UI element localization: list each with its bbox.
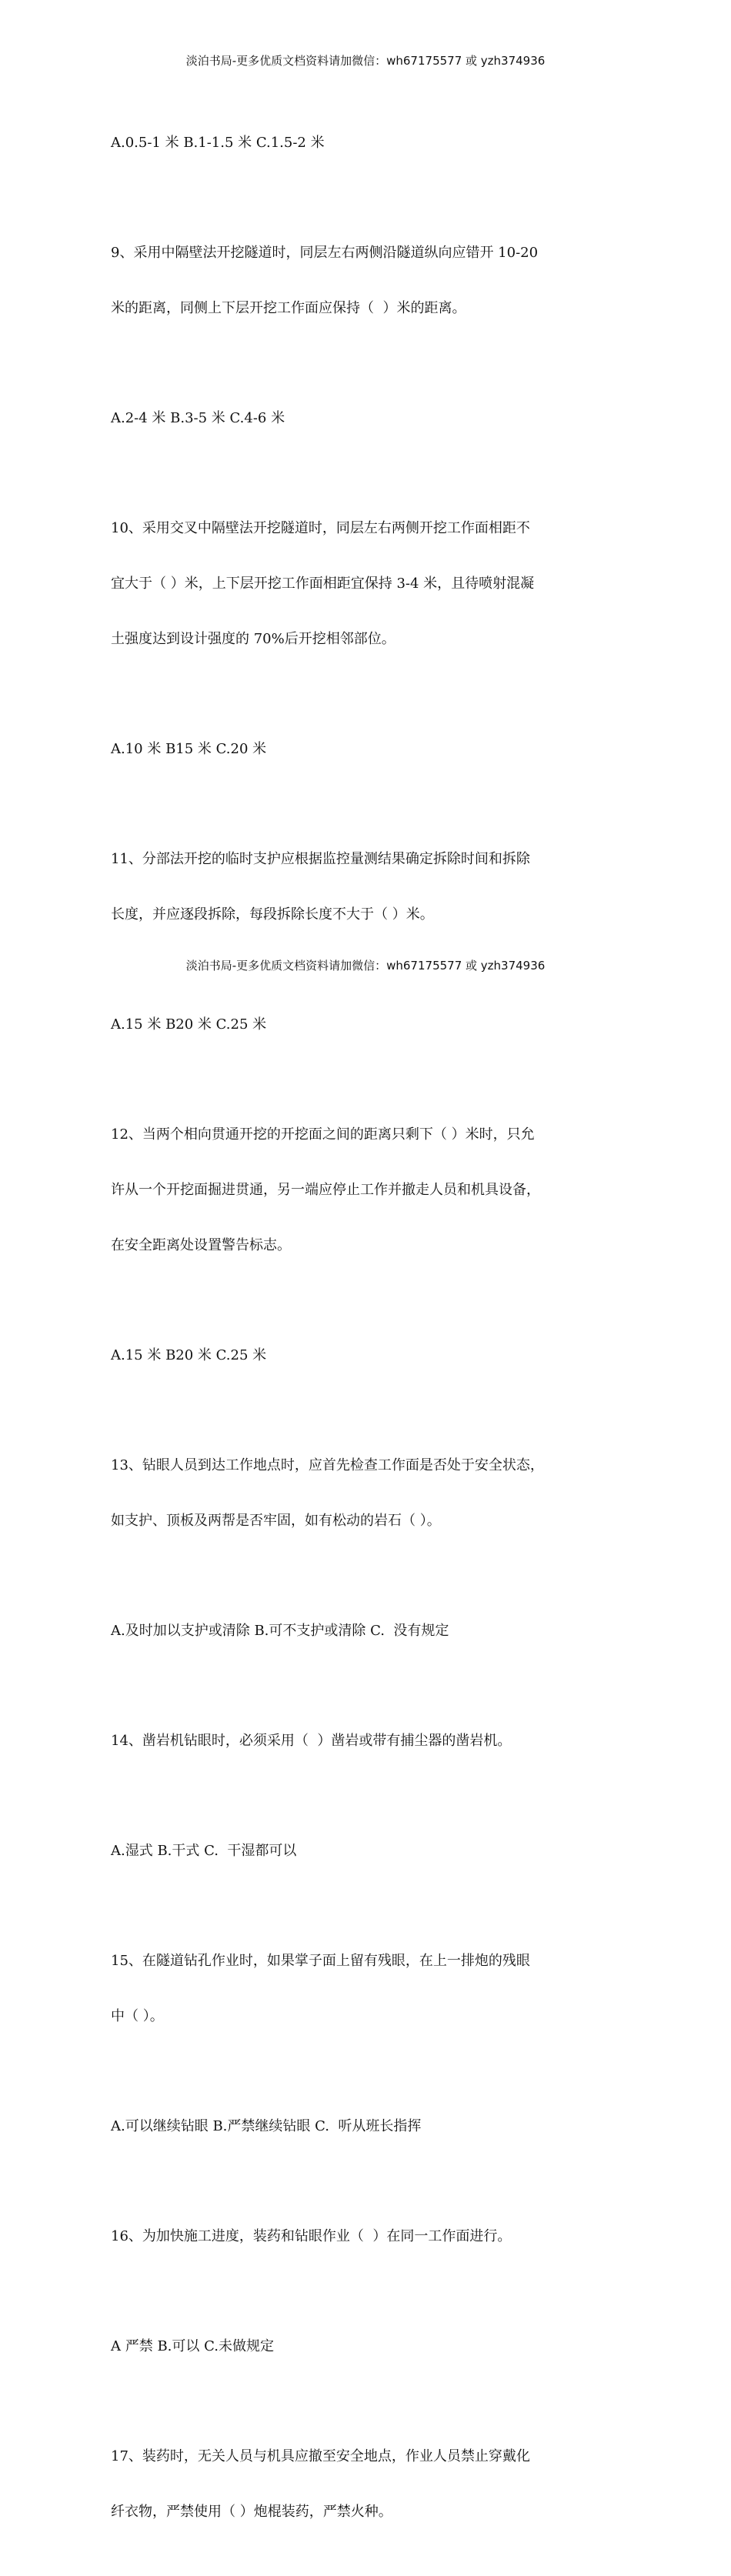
text-line: A.15 米 B20 米 C.25 米	[111, 1347, 267, 1363]
question-12	[111, 1089, 619, 1292]
page-footer-watermark: 淡泊书局-更多优质文档资料请加微信：wh67175577 或 yzh374936	[185, 959, 546, 973]
text-line: 米的距离，同侧上下层开挖工作面应保持（ ）米的距离。	[111, 300, 466, 316]
question-17	[111, 2411, 619, 2558]
text-line: 12、当两个相向贯通开挖的开挖面之间的距离只剩下（ ）米时，只允	[111, 1126, 535, 1143]
answer-options-10	[111, 703, 619, 796]
text-line: 许从一个开挖面掘进贯通，另一端应停止工作并撤走人员和机具设备，	[111, 1182, 540, 1198]
answer-options-9	[111, 372, 619, 465]
text-line: 纤衣物，严禁使用（ ）炮棍装药，严禁火种。	[111, 2504, 392, 2520]
text-line: A.10 米 B15 米 C.20 米	[111, 741, 267, 757]
text-line: A.可以继续钻眼 B.严禁继续钻眼 C. 听从班长指挥	[111, 2118, 422, 2134]
document-body	[111, 97, 619, 2576]
question-14	[111, 1695, 619, 1787]
text-line: 17、装药时，无关人员与机具应撤至安全地点，作业人员禁止穿戴化	[111, 2448, 530, 2464]
text-line: A.及时加以支护或清除 B.可不支护或清除 C. 没有规定	[111, 1623, 449, 1639]
text-line: A.2-4 米 B.3-5 米 C.4-6 米	[111, 410, 285, 426]
question-11	[111, 813, 619, 961]
text-line: 11、分部法开挖的临时支护应根据监控量测结果确定拆除时间和拆除	[111, 851, 530, 867]
page-header-watermark: 淡泊书局-更多优质文档资料请加微信：wh67175577 或 yzh374936	[185, 54, 546, 68]
text-line: A.0.5-1 米 B.1-1.5 米 C.1.5-2 米	[111, 135, 325, 151]
answer-options-16	[111, 2301, 619, 2393]
answer-options-11	[111, 979, 619, 1071]
text-line: A.湿式 B.干式 C. 干湿都可以	[111, 1843, 297, 1859]
text-line: 9、采用中隔壁法开挖隧道时，同层左右两侧沿隧道纵向应错开 10-20	[111, 245, 539, 261]
answer-options-13	[111, 1585, 619, 1677]
text-line: A.15 米 B20 米 C.25 米	[111, 1016, 267, 1033]
text-line: 15、在隧道钻孔作业时，如果掌子面上留有残眼，在上一排炮的残眼	[111, 1953, 530, 1969]
text-line: 如支护、顶板及两帮是否牢固，如有松动的岩石（ ）。	[111, 1513, 441, 1529]
text-line: 16、为加快施工进度，装药和钻眼作业（ ）在同一工作面进行。	[111, 2228, 512, 2244]
answer-options-8	[111, 97, 619, 189]
answer-options-14	[111, 1805, 619, 1897]
text-line: 中（ ）。	[111, 2008, 164, 2024]
question-16	[111, 2191, 619, 2283]
answer-options-12	[111, 1310, 619, 1402]
text-line: 在安全距离处设置警告标志。	[111, 1237, 291, 1253]
question-13	[111, 1420, 619, 1567]
question-15	[111, 1915, 619, 2063]
question-9	[111, 207, 619, 355]
text-line: 13、钻眼人员到达工作地点时，应首先检查工作面是否处于安全状态，	[111, 1457, 544, 1473]
text-line: A 严禁 B.可以 C.未做规定	[111, 2338, 274, 2354]
text-line: 长度，并应逐段拆除，每段拆除长度不大于（ ）米。	[111, 906, 434, 923]
question-10	[111, 482, 619, 686]
answer-options-15	[111, 2080, 619, 2173]
text-line: 10、采用交叉中隔壁法开挖隧道时，同层左右两侧开挖工作面相距不	[111, 520, 530, 536]
text-line: 宜大于（ ）米，上下层开挖工作面相距宜保持 3-4 米，且待喷射混凝	[111, 576, 535, 592]
text-line: 14、凿岩机钻眼时，必须采用（ ）凿岩或带有捕尘器的凿岩机。	[111, 1733, 512, 1749]
text-line: 土强度达到设计强度的 70%后开挖相邻部位。	[111, 631, 396, 647]
